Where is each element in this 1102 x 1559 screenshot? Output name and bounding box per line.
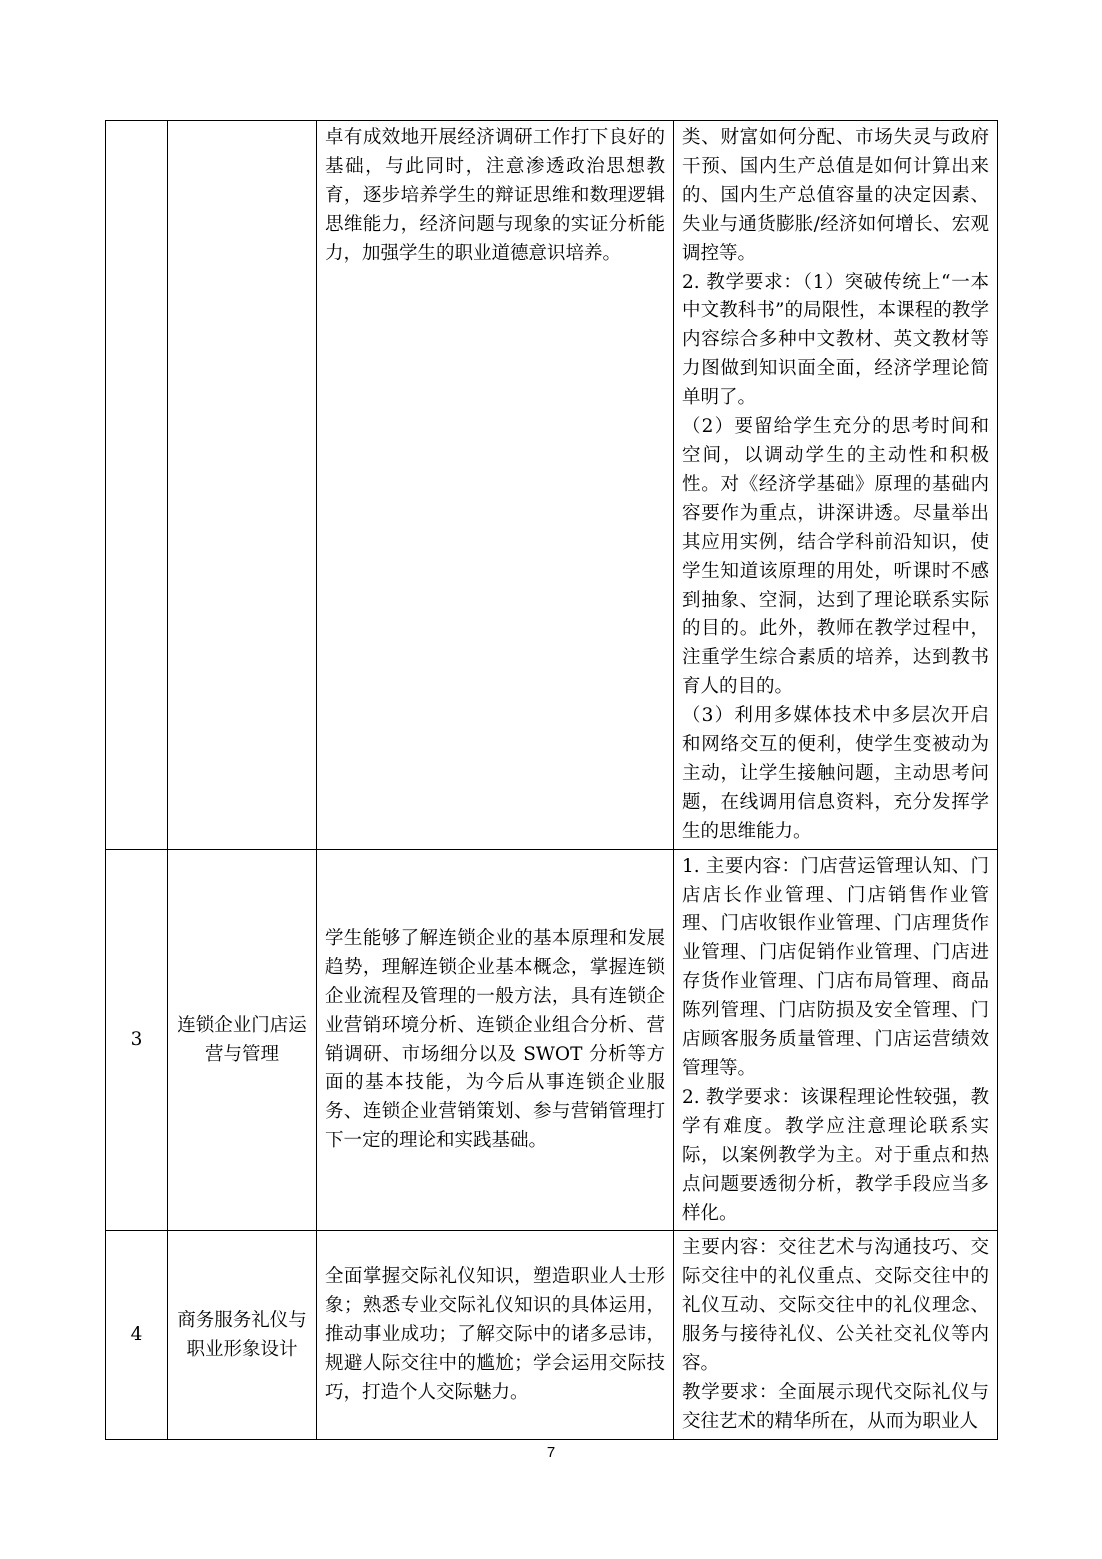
table-row [106, 1231, 998, 1439]
course-content-cell [674, 121, 998, 850]
course-name-cell: 商务服务礼仪与职业形象设计 [168, 1231, 317, 1439]
course-number-cell: 3 [106, 849, 168, 1231]
course-goal-cell [317, 849, 674, 1231]
course-goal-text: 学生能够了解连锁企业的基本原理和发展趋势，理解连锁企业基本概念，掌握连锁企业流程及管理的一般方法，具有连锁企业营销环境分析、连锁企业组合分析、营销调研、市场细分以及 SWOT 分析等方面的基本技能，为今后从事连锁企业服务、连锁企业营销策划、参与营销管理打下一定的理论和实践基础。 [325, 927, 665, 1152]
course-goal-text: 全面掌握交际礼仪知识，塑造职业人士形象；熟悉专业交际礼仪知识的具体运用，推动事业成功；了解交际中的诸多忌讳，规避人际交往中的尴尬；学会运用交际技巧，打造个人交际魅力。 [325, 1266, 665, 1403]
curriculum-table [105, 120, 998, 1440]
content-paragraph: 1. 主要内容：门店营运管理认知、门店店长作业管理、门店销售作业管理、门店收银作业管理、门店理货作业管理、门店促销作业管理、门店进存货作业管理、门店布局管理、商品陈列管理、门店防损及安全管理、门店顾客服务质量管理、门店运营绩效管理等。 [682, 855, 989, 1079]
course-goal-cell [317, 1231, 674, 1439]
table-row [106, 121, 998, 850]
content-paragraph: （2）要留给学生充分的思考时间和空间，以调动学生的主动性和积极性。对《经济学基础》原理的基础内容要作为重点，讲深讲透。尽量举出其应用实例，结合学科前沿知识，使学生知道该原理的用处，听课时不感到抽象、空洞，达到了理论联系实际的目的。此外，教师在教学过程中，注重学生综合素质的培养，达到教书育人的目的。 [682, 416, 989, 698]
course-content-cell [674, 1231, 998, 1439]
course-number-cell [106, 121, 168, 850]
content-paragraph: 教学要求：全面展示现代交际礼仪与交往艺术的精华所在，从而为职业人 [682, 1381, 989, 1432]
content-paragraph: 2. 教学要求：该课程理论性较强，教学有难度。教学应注意理论联系实际，以案例教学为主。对于重点和热点问题要透彻分析，教学手段应当多样化。 [682, 1086, 989, 1224]
course-number-cell: 4 [106, 1231, 168, 1439]
course-name-cell [168, 121, 317, 850]
content-paragraph: 类、财富如何分配、市场失灵与政府干预、国内生产总值是如何计算出来的、国内生产总值容量的决定因素、失业与通货膨胀/经济如何增长、宏观调控等。 [682, 127, 989, 264]
course-goal-cell [317, 121, 674, 850]
content-paragraph: 主要内容：交往艺术与沟通技巧、交际交往中的礼仪重点、交际交往中的礼仪互动、交际交往中的礼仪理念、服务与接待礼仪、公关社交礼仪等内容。 [682, 1237, 989, 1375]
content-paragraph: （3）利用多媒体技术中多层次开启和网络交互的便利，使学生变被动为主动，让学生接触问题，主动思考问题，在线调用信息资料，充分发挥学生的思维能力。 [682, 705, 989, 842]
table-row [106, 849, 998, 1231]
course-goal-text: 卓有成效地开展经济调研工作打下良好的基础，与此同时，注意渗透政治思想教育，逐步培养学生的辩证思维和数理逻辑思维能力，经济问题与现象的实证分析能力，加强学生的职业道德意识培养。 [325, 127, 665, 264]
content-paragraph: 2. 教学要求：（1）突破传统上“一本中文教科书”的局限性，本课程的教学内容综合多种中文教材、英文教材等力图做到知识面全面，经济学理论简单明了。 [682, 271, 989, 409]
course-content-cell [674, 849, 998, 1231]
course-name-cell: 连锁企业门店运营与管理 [168, 849, 317, 1231]
page-number: 7 [546, 1444, 556, 1461]
